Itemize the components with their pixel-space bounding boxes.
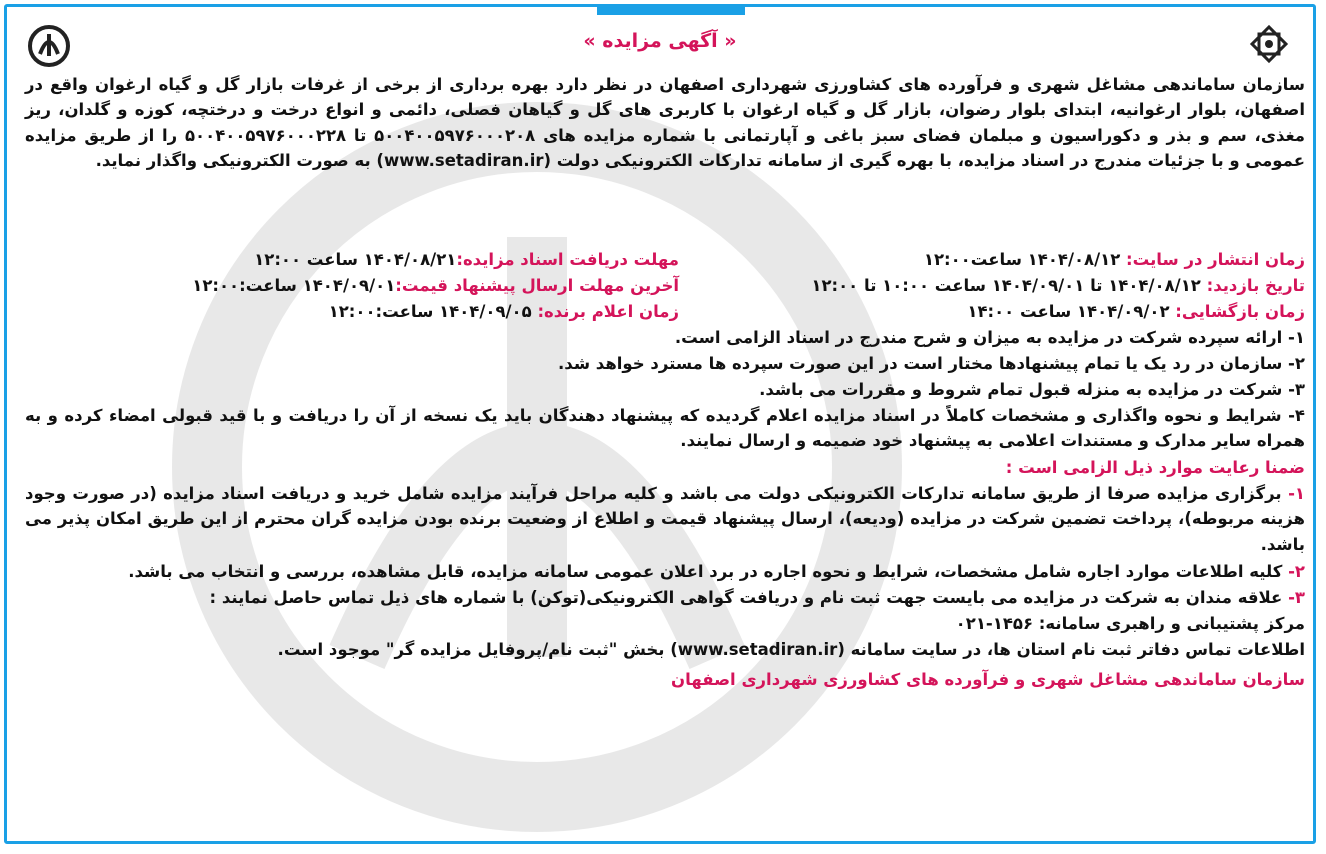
opening-time: زمان بازگشایی: ۱۴۰۴/۰۹/۰۲ ساعت ۱۴:۰۰ [967, 302, 1305, 321]
condition-item: ۲- سازمان در رد یک یا تمام پیشنهادها مختار است در این صورت سپرده ها مسترد خواهد شد. [558, 354, 1305, 373]
signature: سازمان ساماندهی مشاغل شهری و فرآورده های کشاورزی شهرداری اصفهان [671, 670, 1305, 689]
condition-item: ۴- شرایط و نحوه واگذاری و مشخصات کاملاً در اسناد مزایده اعلام گردیده که پیشنهاد دهندگان باید یک نسخه از آن را دریافت و با قید قبولی امضاء کرده و به همراه سایر مدارک و مستندات اعلامی به پیشنهاد خود ضمیمه و ارسال نمایند. [25, 406, 1305, 451]
notes-heading: ضمنا رعایت موارد ذیل الزامی است : [1005, 458, 1305, 477]
note-item: ۳- علاقه مندان به شرکت در مزایده می بایست جهت ثبت نام و دریافت گواهی الکترونیکی(توکن) با شماره های ذیل تماس حاصل نمایند : [209, 588, 1305, 607]
condition-item: ۳- شرکت در مزایده به منزله قبول تمام شروط و مقررات می باشد. [759, 380, 1305, 399]
condition-item: ۱- ارائه سپرده شرکت در مزایده به میزان و شرح مندرج در اسناد الزامی است. [674, 328, 1305, 347]
publish-time: زمان انتشار در سایت: ۱۴۰۴/۰۸/۱۲ ساعت۱۲:۰۰ [923, 250, 1305, 269]
notice-frame [4, 4, 1316, 844]
note-item: ۲- کلیه اطلاعات موارد اجاره شامل مشخصات، شرایط و نحوه اجاره در برد اعلان عمومی سامانه مزایده، قابل مشاهده، بررسی و انتخاب می باشد. [128, 562, 1305, 581]
support-center: مرکز پشتیبانی و راهبری سامانه: ۱۴۵۶-۰۲۱ [955, 614, 1305, 633]
visit-date: تاریخ بازدید: ۱۴۰۴/۰۸/۱۲ تا ۱۴۰۴/۰۹/۰۱ ساعت ۱۰:۰۰ تا ۱۲:۰۰ [811, 276, 1305, 295]
note-item: ۱- برگزاری مزایده صرفا از طریق سامانه تدارکات الکترونیکی دولت می باشد و کلیه مراحل فرآیند مزایده شامل خرید و دریافت اسناد مزایده (در صورت وجود هزینه مربوطه)، پرداخت تضمین شرکت در مزایده (ودیعه)، ارسال پیشنهاد قیمت و اطلاع از وضعیت برنده بودن مزایده گران محترم از این طریق امکان پذیر می باشد. [25, 484, 1305, 554]
intro-paragraph: سازمان ساماندهی مشاغل شهری و فرآورده های کشاورزی شهرداری اصفهان در نظر دارد بهره برداری از برخی از غرفات بازار گل و گیاه ارغوان واقع در اصفهان، بلوار ارغوانیه، ابتدای بلوار رضوان، بازار گل و گیاه ارغوان با کاربری های گل و گیاهان فصلی، دائمی و انواع درخت و درختچه، کوزه و گلدان، ریز مغذی، سم و بذر و دکوراسیون و مبلمان فضای سبز باغی و آپارتمانی با شماره مزایده های ۵۰۰۴۰۰۵۹۷۶۰۰۰۲۰۸ تا ۵۰۰۴۰۰۵۹۷۶۰۰۰۲۲۸ را از طریق مزایده عمومی و با جزئیات مندرج در اسناد مزایده، با بهره گیری از سامانه تدارکات الکترونیکی دولت (www.setadiran.ir) به صورت الکترونیکی واگذار نماید. [25, 75, 1305, 170]
contact-info: اطلاعات تماس دفاتر ثبت نام استان ها، در سایت سامانه (www.setadiran.ir) بخش "ثبت نام/پروفایل مزایده گر" موجود است. [277, 640, 1305, 659]
receive-docs-deadline: مهلت دریافت اسناد مزایده:۱۴۰۴/۰۸/۲۱ ساعت ۱۲:۰۰ [254, 250, 679, 269]
bid-deadline: آخرین مهلت ارسال پیشنهاد قیمت:۱۴۰۴/۰۹/۰۱ ساعت:۱۲:۰۰ [192, 276, 679, 295]
winner-announcement-time: زمان اعلام برنده: ۱۴۰۴/۰۹/۰۵ ساعت:۱۲:۰۰ [328, 302, 679, 321]
notice-title: « آگهی مزایده » [583, 30, 737, 52]
